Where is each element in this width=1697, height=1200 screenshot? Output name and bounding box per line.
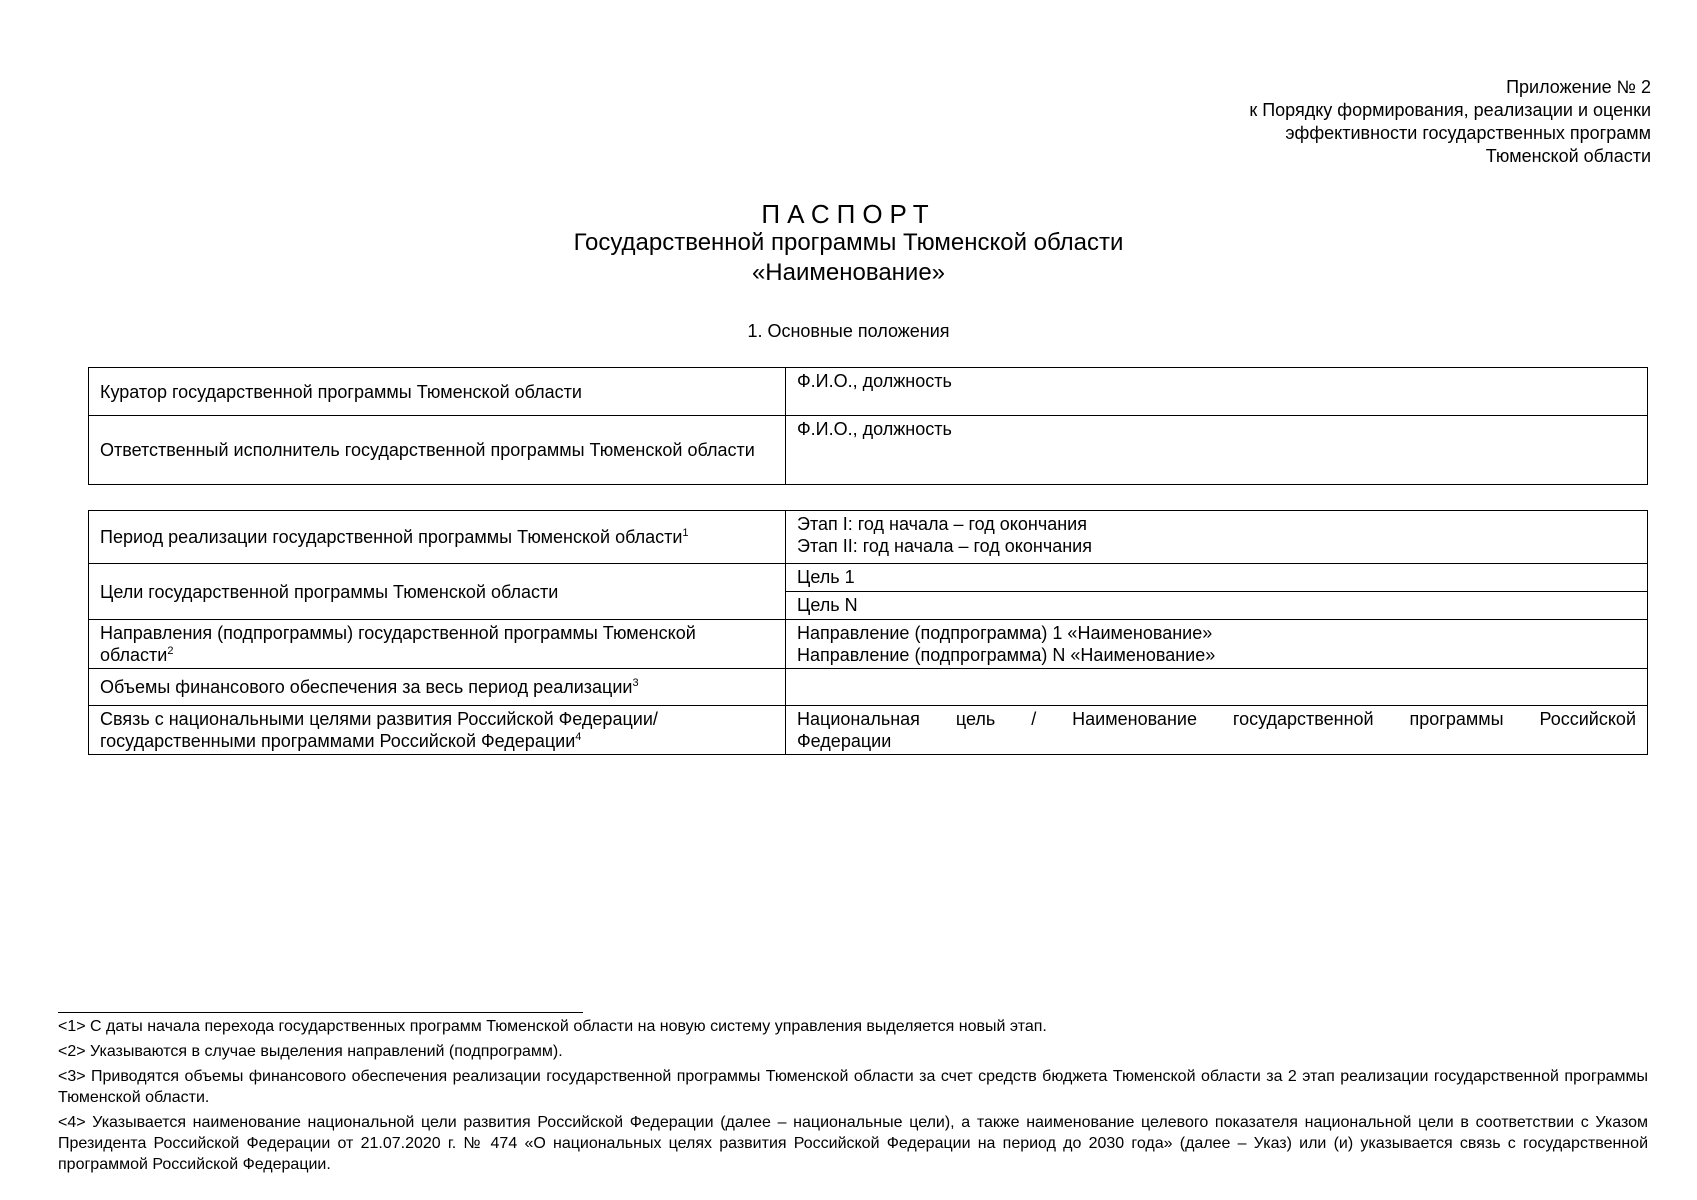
footnote-ref: 2 <box>167 645 174 657</box>
appendix-ref-line: к Порядку формирования, реализации и оценки <box>1249 100 1651 120</box>
table-row <box>89 564 1648 592</box>
footnote-1: <1> С даты начала перехода государственных программ Тюменской области на новую систему управления выделяется новый этап. <box>58 1018 1047 1035</box>
period-value <box>786 511 1648 564</box>
executor-label: Ответственный исполнитель государственной программы Тюменской области <box>89 416 786 485</box>
footnote-ref: 3 <box>632 677 639 689</box>
program-details-table <box>88 510 1648 755</box>
program-name: «Наименование» <box>751 259 946 286</box>
national-goal-line: Федерации <box>797 731 892 751</box>
program-title: Государственной программы Тюменской области <box>573 229 1124 256</box>
goals-label: Цели государственной программы Тюменской области <box>89 564 786 620</box>
curator-value: Ф.И.О., должность <box>786 368 1648 416</box>
table-row <box>89 511 1648 564</box>
main-info-table <box>88 367 1648 485</box>
footnote-ref: 1 <box>682 527 689 539</box>
finance-value <box>786 669 1648 706</box>
executor-value: Ф.И.О., должность <box>786 416 1648 485</box>
table-row <box>89 416 1648 485</box>
section-title: 1. Основные положения <box>747 321 950 341</box>
table-row <box>89 669 1648 706</box>
goal-n: Цель N <box>786 592 1648 620</box>
stage-1: Этап I: год начала – год окончания <box>797 514 1087 534</box>
goal-1: Цель 1 <box>786 564 1648 592</box>
direction-n: Направление (подпрограмма) N «Наименование» <box>797 645 1216 665</box>
stage-2: Этап II: год начала – год окончания <box>797 536 1092 556</box>
footnotes <box>58 1016 1648 1179</box>
table-row <box>89 368 1648 416</box>
national-goal-line: Национальная цель / Наименование государственной программы Российской <box>797 709 1636 729</box>
table-row <box>89 706 1648 755</box>
table-row <box>89 620 1648 669</box>
footnote-2: <2> Указываются в случае выделения направлений (подпрограмм). <box>58 1043 563 1060</box>
footnote-4: <4> Указывается наименование национальной цели развития Российской Федерации (далее – национальные цели), а также наименование целевого показателя национальной цели в соответствии с Указом Президента Российской Федерации от 21.07.2020 г. № 474 «О национальных целях развития Российской Федерации на период до 2030 года» (далее – Указ) или (и) указывается связь с государственной программой Российской Федерации. <box>58 1114 1648 1173</box>
passport-heading: ПАСПОРТ <box>761 199 936 229</box>
directions-value <box>786 620 1648 669</box>
footnote-3: <3> Приводятся объемы финансового обеспечения реализации государственной программы Тюменской области за счет средств бюджета Тюменской области за 2 этап реализации государственной программы Тюменской области. <box>58 1068 1648 1106</box>
national-goals-value <box>786 706 1648 755</box>
footnote-divider <box>58 1012 583 1013</box>
directions-label: Направления (подпрограммы) государственной программы Тюменской области$^2$ <box>89 620 786 669</box>
national-goals-label: Связь с национальными целями развития Российской Федерации/ государственными программами Российской Федерации$^4$ <box>89 706 786 755</box>
direction-1: Направление (подпрограмма) 1 «Наименование» <box>797 623 1213 643</box>
appendix-header <box>1249 76 1651 168</box>
document-title <box>0 200 1697 288</box>
finance-label: Объемы финансового обеспечения за весь период реализации$^3$ <box>89 669 786 706</box>
appendix-ref-line: Тюменской области <box>1485 146 1651 166</box>
appendix-number: Приложение № 2 <box>1506 77 1651 97</box>
period-label: Период реализации государственной программы Тюменской области$^1$ <box>89 511 786 564</box>
footnote-ref: 4 <box>575 731 582 743</box>
curator-label: Куратор государственной программы Тюменской области <box>89 368 786 416</box>
appendix-ref-line: эффективности государственных программ <box>1285 123 1651 143</box>
